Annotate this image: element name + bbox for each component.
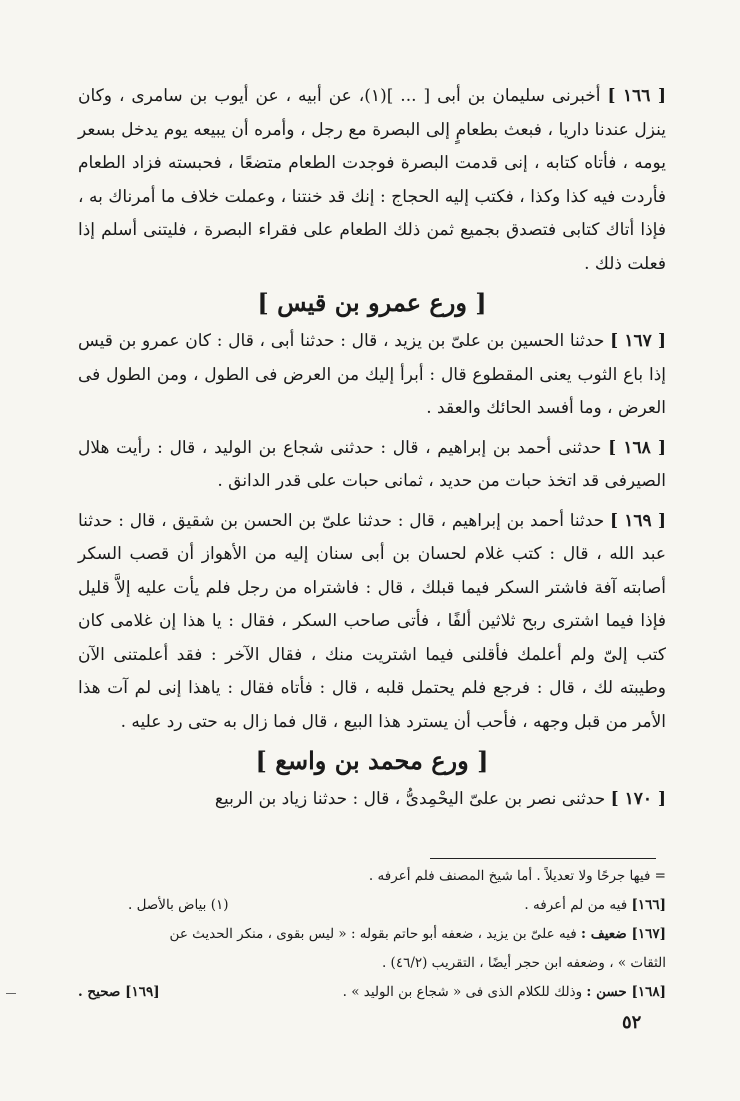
margin-mark [6,993,16,994]
footnote-text: فيه من لم أعرفه . [524,897,628,913]
page-number: ٥٢ [622,1012,642,1033]
section-heading-amr-bin-qays: [ ورع عمرو بن قيس ] [257,288,487,317]
footnote-tag: [١٦٨] حسن : [586,984,666,1000]
footnote-167 [78,920,666,949]
paragraph-text: حدثنا أحمد بن إبراهيم ، قال : حدثنا علىّ بن الحسن بن شقيق ، قال : حدثنا عبد الله ، قال : كتب غلام لحسان بن أبى سنان إليه من الأهواز أن قصب السكر أصابته آفة فاشتر السكر فيما قبلك ، قال : فاشتراه من رجل فلم يأت عليه إلاَّ قليل فإذا فيما اشترى ربح ثلاثين ألفًا ، فأتى صاحب السكر ، فقال : يا هذا إن غلامى كان كتب إلىّ ولم أعلمك فأقلنى فيما اشتريت منك ، فقال الآخر : فقد أعلمتنى الآن وطيبته لك ، قال : فرجع فلم يحتمل قلبه ، قال : فأتاه فقال : ياهذا إنى لم آت هذا الأمر من قبل وجهه ، فأحب أن يسترد هذا البيع ، قال فما زال به حتى رد عليه . [78,510,667,732]
paragraph-170 [78,783,666,817]
paragraph-166 [78,80,666,281]
paragraph-169 [78,505,666,740]
paragraph-text: حدثنا الحسين بن علىّ بن يزيد ، قال : حدثنا أبى ، قال : كان عمرو بن قيس إذا باع الثوب يعنى المقطوع قال : أبرأ إليك من العرض فى الطول ، ومن الطول فى العرض ، وما أفسد الحائك والعقد . [78,331,666,418]
hadith-number: [ ١٧٠ ] [610,789,666,809]
footnote-168-row [78,978,666,1007]
hadith-number: [ ١٦٦ ] [607,86,666,106]
hadith-number: [ ١٦٩ ] [609,510,667,531]
footnote-166 [524,891,666,920]
footnote-167-continuation [78,949,666,978]
footnote-1: (١) بياض بالأصل . [128,897,229,913]
footnote-169: [١٦٩] صحيح . [78,984,160,1000]
footnote-text: الثقات » ، وضعفه ابن حجر أيضًا ، التقريب (٤٦/٢) . [381,955,666,971]
paragraph-168 [78,432,666,499]
main-text [78,80,666,817]
footnote-text: وذلك للكلام الذى فى « شجاع بن الوليد » . [342,984,583,1000]
footnote-tag: [١٦٦] [631,897,666,913]
section-heading-muhammad-bin-wasi: [ ورع محمد بن واسع ] [255,746,489,775]
paragraph-text: حدثنى نصر بن علىّ اليحْمِدىُّ ، قال : حدثنا زياد بن الربيع [214,789,606,809]
footnote-divider [430,858,656,859]
footnote-tag: [١٦٧] ضعيف : [581,926,666,942]
hadith-number: [ ١٦٨ ] [608,437,667,458]
paragraph-167 [78,325,666,426]
footnote-text: فيه علىّ بن يزيد ، ضعفه أبو حاتم بقوله : « ليس بقوى ، منكر الحديث عن [169,926,577,942]
footnote-166-row [78,891,666,920]
hadith-number: [ ١٦٧ ] [610,331,666,351]
footnote-text: = فيها جرحًا ولا تعديلاً . أما شيخ المصنف فلم أعرفه . [368,868,666,884]
footnote-continuation [78,862,666,891]
paragraph-text: أخبرنى سليمان بن أبى [ ... ](١)، عن أبيه ، عن أيوب بن سامرى ، وكان ينزل عندنا داريا ، فبعث بطعامٍ إلى البصرة مع رجل ، وأمره أن يبيعه يوم يدخل بسعر يومه ، فأتاه كتابه ، إنى قدمت البصرة فوجدت الطعام متضعًا ، فحبسته فزاد الطعام فأردت فيه كذا وكذا ، فكتب إليه الحجاج : إنك قد خنتنا ، وعملت خلاف ما أمرناك به ، فإذا أتاك كتابى فتصدق بجميع ثمن ذلك الطعام على فقراء البصرة ، فليتنى أسلم إذا فعلت ذلك . [78,86,666,274]
footnote-168 [343,978,666,1007]
footnotes [78,862,666,1007]
paragraph-text: حدثنى أحمد بن إبراهيم ، قال : حدثنى شجاع بن الوليد ، قال : رأيت هلال الصيرفى قد اتخذ حبات من حديد ، ثمانى حبات على قدر الدانق . [78,437,666,491]
